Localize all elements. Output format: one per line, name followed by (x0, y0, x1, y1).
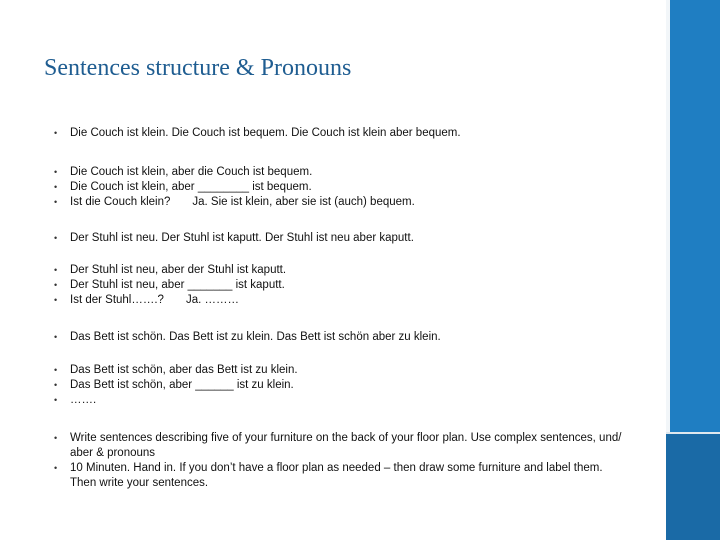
bullet-dot: • (54, 463, 58, 473)
bullet-item: • Das Bett ist schön, aber das Bett ist zu klein. (54, 364, 298, 376)
bullet-item: • Ist die Couch klein? Ja. Sie ist klein, aber sie ist (auch) bequem. (54, 196, 415, 208)
bullet-dot: • (54, 233, 58, 243)
bullet-item: • Die Couch ist klein, aber die Couch ist bequem. (54, 166, 313, 178)
bullet-item: • Das Bett ist schön, aber ______ ist zu klein. (54, 379, 294, 391)
bullet-dot: • (54, 433, 58, 443)
bullet-dot: • (54, 265, 58, 275)
bullet-item: • Die Couch ist klein, aber ________ ist bequem. (54, 181, 312, 193)
bullet-group-couch-intro (54, 126, 461, 141)
bullet-dot: • (54, 182, 58, 192)
bullet-group-chair-examples (54, 263, 286, 308)
bullet-item: • Der Stuhl ist neu, aber der Stuhl ist kaputt. (54, 264, 287, 276)
bullet-item: • 10 Minuten. Hand in. If you don’t have a floor plan as needed – then draw some furniture and label them. Then write your sentences. (54, 462, 603, 489)
bullet-dot: • (54, 365, 58, 375)
bullet-dot: • (54, 280, 58, 290)
bullet-group-bed-intro (54, 330, 441, 345)
bullet-group-bed-examples (54, 363, 298, 408)
slide-title: Sentences structure & Pronouns (44, 55, 352, 81)
sidebar-accent-line (666, 432, 720, 434)
bullet-item: • Das Bett ist schön. Das Bett ist zu klein. Das Bett ist schön aber zu klein. (54, 331, 441, 343)
bullet-group-assignment (54, 431, 630, 491)
bullet-dot: • (54, 167, 58, 177)
bullet-item: • Write sentences describing five of your furniture on the back of your floor plan. Use complex sentences, und/ aber & pronouns (54, 432, 622, 459)
bullet-group-chair-intro (54, 231, 414, 246)
bullet-item: • Ist der Stuhl…….? Ja. ……… (54, 294, 240, 306)
bullet-item: • Der Stuhl ist neu. Der Stuhl ist kaputt. Der Stuhl ist neu aber kaputt. (54, 232, 414, 244)
bullet-dot: • (54, 128, 58, 138)
bullet-dot: • (54, 395, 58, 405)
bullet-dot: • (54, 295, 58, 305)
bullet-dot: • (54, 332, 58, 342)
bullet-item: • Die Couch ist klein. Die Couch ist bequem. Die Couch ist klein aber bequem. (54, 127, 461, 139)
bullet-item: • Der Stuhl ist neu, aber _______ ist kaputt. (54, 279, 285, 291)
sidebar-accent-block (666, 432, 720, 540)
bullet-dot: • (54, 197, 58, 207)
bullet-dot: • (54, 380, 58, 390)
bullet-group-couch-examples (54, 165, 415, 210)
bullet-item: • ……. (54, 394, 97, 406)
